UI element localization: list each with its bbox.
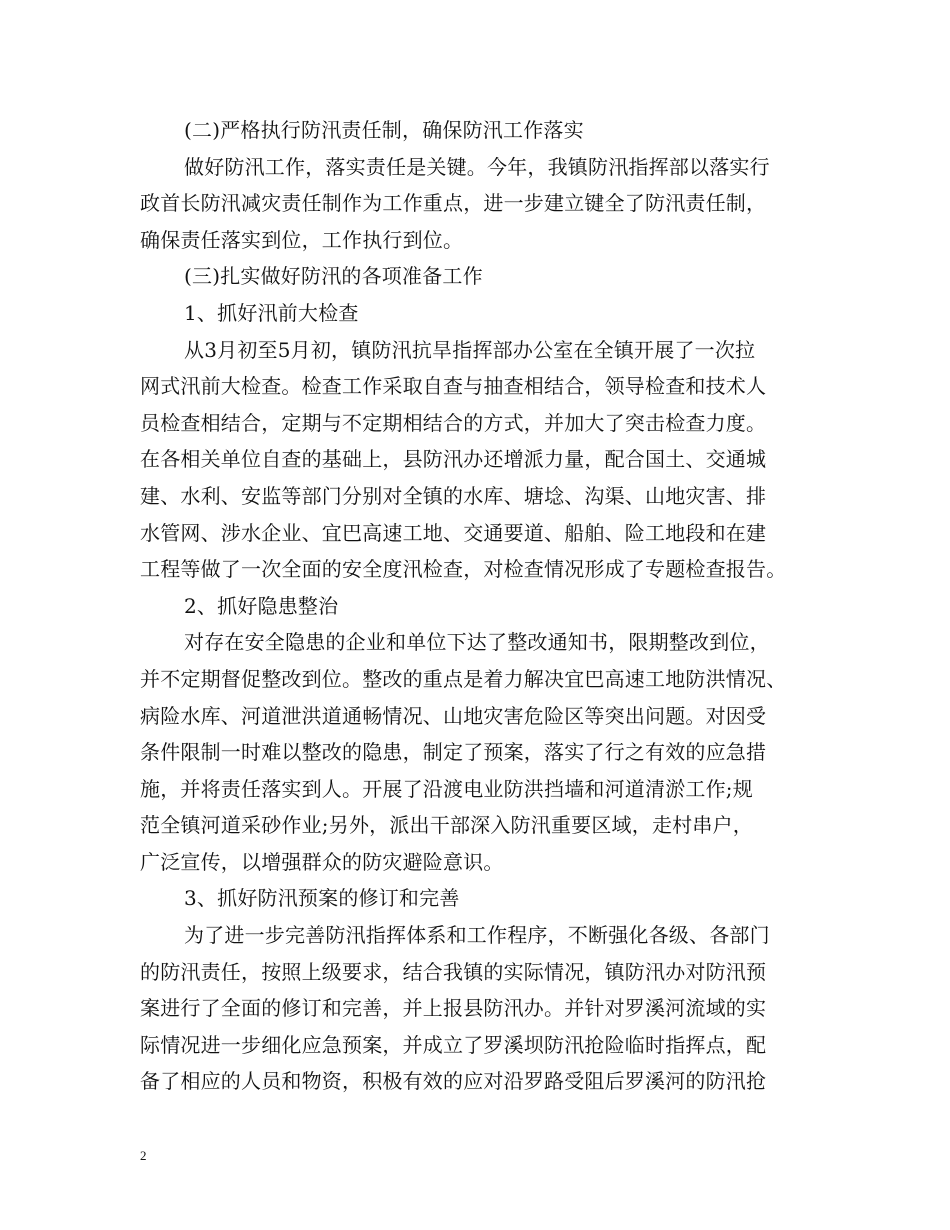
section-heading: (三)扎实做好防汛的各项准备工作	[184, 264, 483, 289]
paragraph-line: 员检查相结合，定期与不定期相结合的方式，并加大了突击检查力度。	[140, 410, 767, 435]
paragraph-line: 为了进一步完善防汛指挥体系和工作程序，不断强化各级、各部门	[184, 923, 770, 948]
paragraph-line: 际情况进一步细化应急预案，并成立了罗溪坝防汛抢险临时指挥点，配	[140, 1032, 767, 1057]
paragraph-line: 施，并将责任落实到人。开展了沿渡电业防洪挡墙和河道清淤工作;规	[140, 776, 753, 801]
subsection-heading: 2、抓好隐患整治	[184, 593, 339, 618]
paragraph-line: 案进行了全面的修订和完善，并上报县防汛办。并针对罗溪河流域的实	[140, 996, 767, 1021]
paragraph-line: 病险水库、河道泄洪道通畅情况、山地灾害危险区等突出问题。对因受	[140, 703, 767, 728]
paragraph-line: 确保责任落实到位，工作执行到位。	[140, 227, 464, 252]
paragraph-line: 政首长防汛减灾责任制作为工作重点，进一步建立键全了防汛责任制，	[140, 191, 767, 216]
paragraph-line: 范全镇河道采砂作业;另外，派出干部深入防汛重要区域，走村串户，	[140, 813, 753, 838]
paragraph-line: 网式汛前大检查。检查工作采取自查与抽查相结合，领导检查和技术人	[140, 374, 767, 399]
paragraph-line: 建、水利、安监等部门分别对全镇的水库、塘埝、沟渠、山地灾害、排	[140, 483, 767, 508]
paragraph-line: 对存在安全隐患的企业和单位下达了整改通知书，限期整改到位，	[184, 630, 770, 655]
paragraph-line: 的防汛责任，按照上级要求，结合我镇的实际情况，镇防汛办对防汛预	[140, 959, 767, 984]
paragraph-line: 广泛宣传，以增强群众的防灾避险意识。	[140, 849, 504, 874]
paragraph-line: 备了相应的人员和物资，积极有效的应对沿罗路受阻后罗溪河的防汛抢	[140, 1069, 767, 1094]
subsection-heading: 1、抓好汛前大检查	[184, 300, 359, 325]
subsection-heading: 3、抓好防汛预案的修订和完善	[184, 886, 460, 911]
paragraph-line: 条件限制一时难以整改的隐患，制定了预案，落实了行之有效的应急措	[140, 740, 767, 765]
section-heading: (二)严格执行防汛责任制，确保防汛工作落实	[184, 118, 584, 142]
document-body	[140, 112, 830, 1100]
paragraph-line: 在各相关单位自查的基础上，县防汛办还增派力量，配合国土、交通城	[140, 447, 767, 472]
paragraph-line: 从3月初至5月初，镇防汛抗旱指挥部办公室在全镇开展了一次拉	[184, 337, 756, 362]
paragraph-line: 并不定期督促整改到位。整改的重点是着力解决宜巴高速工地防洪情况、	[140, 666, 787, 691]
paragraph-line: 做好防汛工作，落实责任是关键。今年，我镇防汛指挥部以落实行	[184, 154, 770, 179]
paragraph-line: 工程等做了一次全面的安全度汛检查，对检查情况形成了专题检查报告。	[140, 557, 787, 582]
page-number: 2	[140, 1148, 147, 1163]
paragraph-line: 水管网、涉水企业、宜巴高速工地、交通要道、船舶、险工地段和在建	[140, 520, 767, 545]
